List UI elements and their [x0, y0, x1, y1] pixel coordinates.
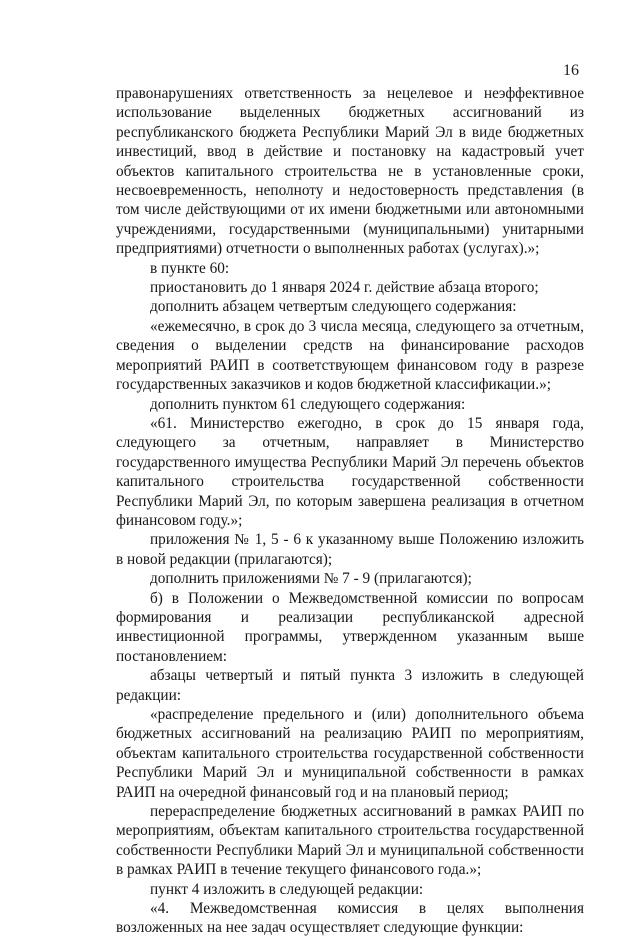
paragraph-1: правонарушениях ответственность за нецелевое и неэффективное использование выделенных бюджетных ассигнований из республиканского бюджета Республики Марий Эл в виде бюджетных инвестиций, ввод в действие и постановку на кадастровый учет объектов капитального строительства не в установленные сроки, несвоевременность, неполноту и недостоверность представления (в том числе действующими от их имени бюджетными или автономными учреждениями, государственными (муниципальными) унитарными предприятиями) отчетности о выполненных работах (услугах).»;	[116, 85, 584, 258]
paragraph-5: «ежемесячно, в срок до 3 числа месяца, следующего за отчетным, сведения о выделении средств на финансирование расходов мероприятий РАИП в соответствующем финансовом году в разрезе государственных заказчиков и кодов бюджетной классификации.»;	[116, 317, 584, 394]
paragraph-14: пункт 4 изложить в следующей редакции:	[150, 880, 424, 898]
paragraph-12: «распределение предельного и (или) дополнительного объема бюджетных ассигнований на реализацию РАИП по мероприятиям, объектам капитального строительства государственной собственности Республики Марий Эл и муниципальной собственности в рамках РАИП на очередной финансовый год и на плановый период;	[116, 706, 584, 801]
paragraph-2: в пункте 60:	[150, 259, 230, 277]
page-number: 16	[563, 62, 579, 79]
paragraph-3: приостановить до 1 января 2024 г. действие абзаца второго;	[150, 279, 539, 297]
document-body	[116, 84, 584, 938]
paragraph-15: «4. Межведомственная комиссия в целях выполнения возложенных на нее задач осуществляет следующие функции:	[116, 900, 584, 937]
paragraph-7: «61. Министерство ежегодно, в срок до 15 января года, следующего за отчетным, направляет в Министерство государственного имущества Республики Марий Эл перечень объектов капитального строительства государственной собственности Республики Марий Эл, по которым завершена реализация в отчетном финансовом году.»;	[116, 414, 584, 529]
paragraph-4: дополнить абзацем четвертым следующего содержания:	[150, 298, 517, 316]
paragraph-8: приложения № 1, 5 - 6 к указанному выше Положению изложить в новой редакции (прилагаются);	[116, 531, 584, 568]
paragraph-10: б) в Положении о Межведомственной комиссии по вопросам формирования и реализации республиканской адресной инвестиционной программы, утвержденном указанным выше постановлением:	[116, 589, 584, 665]
paragraph-13: перераспределение бюджетных ассигнований в рамках РАИП по мероприятиям, объектам капитального строительства государственной собственности Республики Марий Эл и муниципальной собственности в рамках РАИП в течение текущего финансового года.»;	[116, 803, 584, 879]
paragraph-6: дополнить пунктом 61 следующего содержания:	[150, 395, 466, 413]
paragraph-11: абзацы четвертый и пятый пункта 3 изложить в следующей редакции:	[116, 667, 584, 704]
paragraph-9: дополнить приложениями № 7 - 9 (прилагаются);	[150, 570, 472, 588]
